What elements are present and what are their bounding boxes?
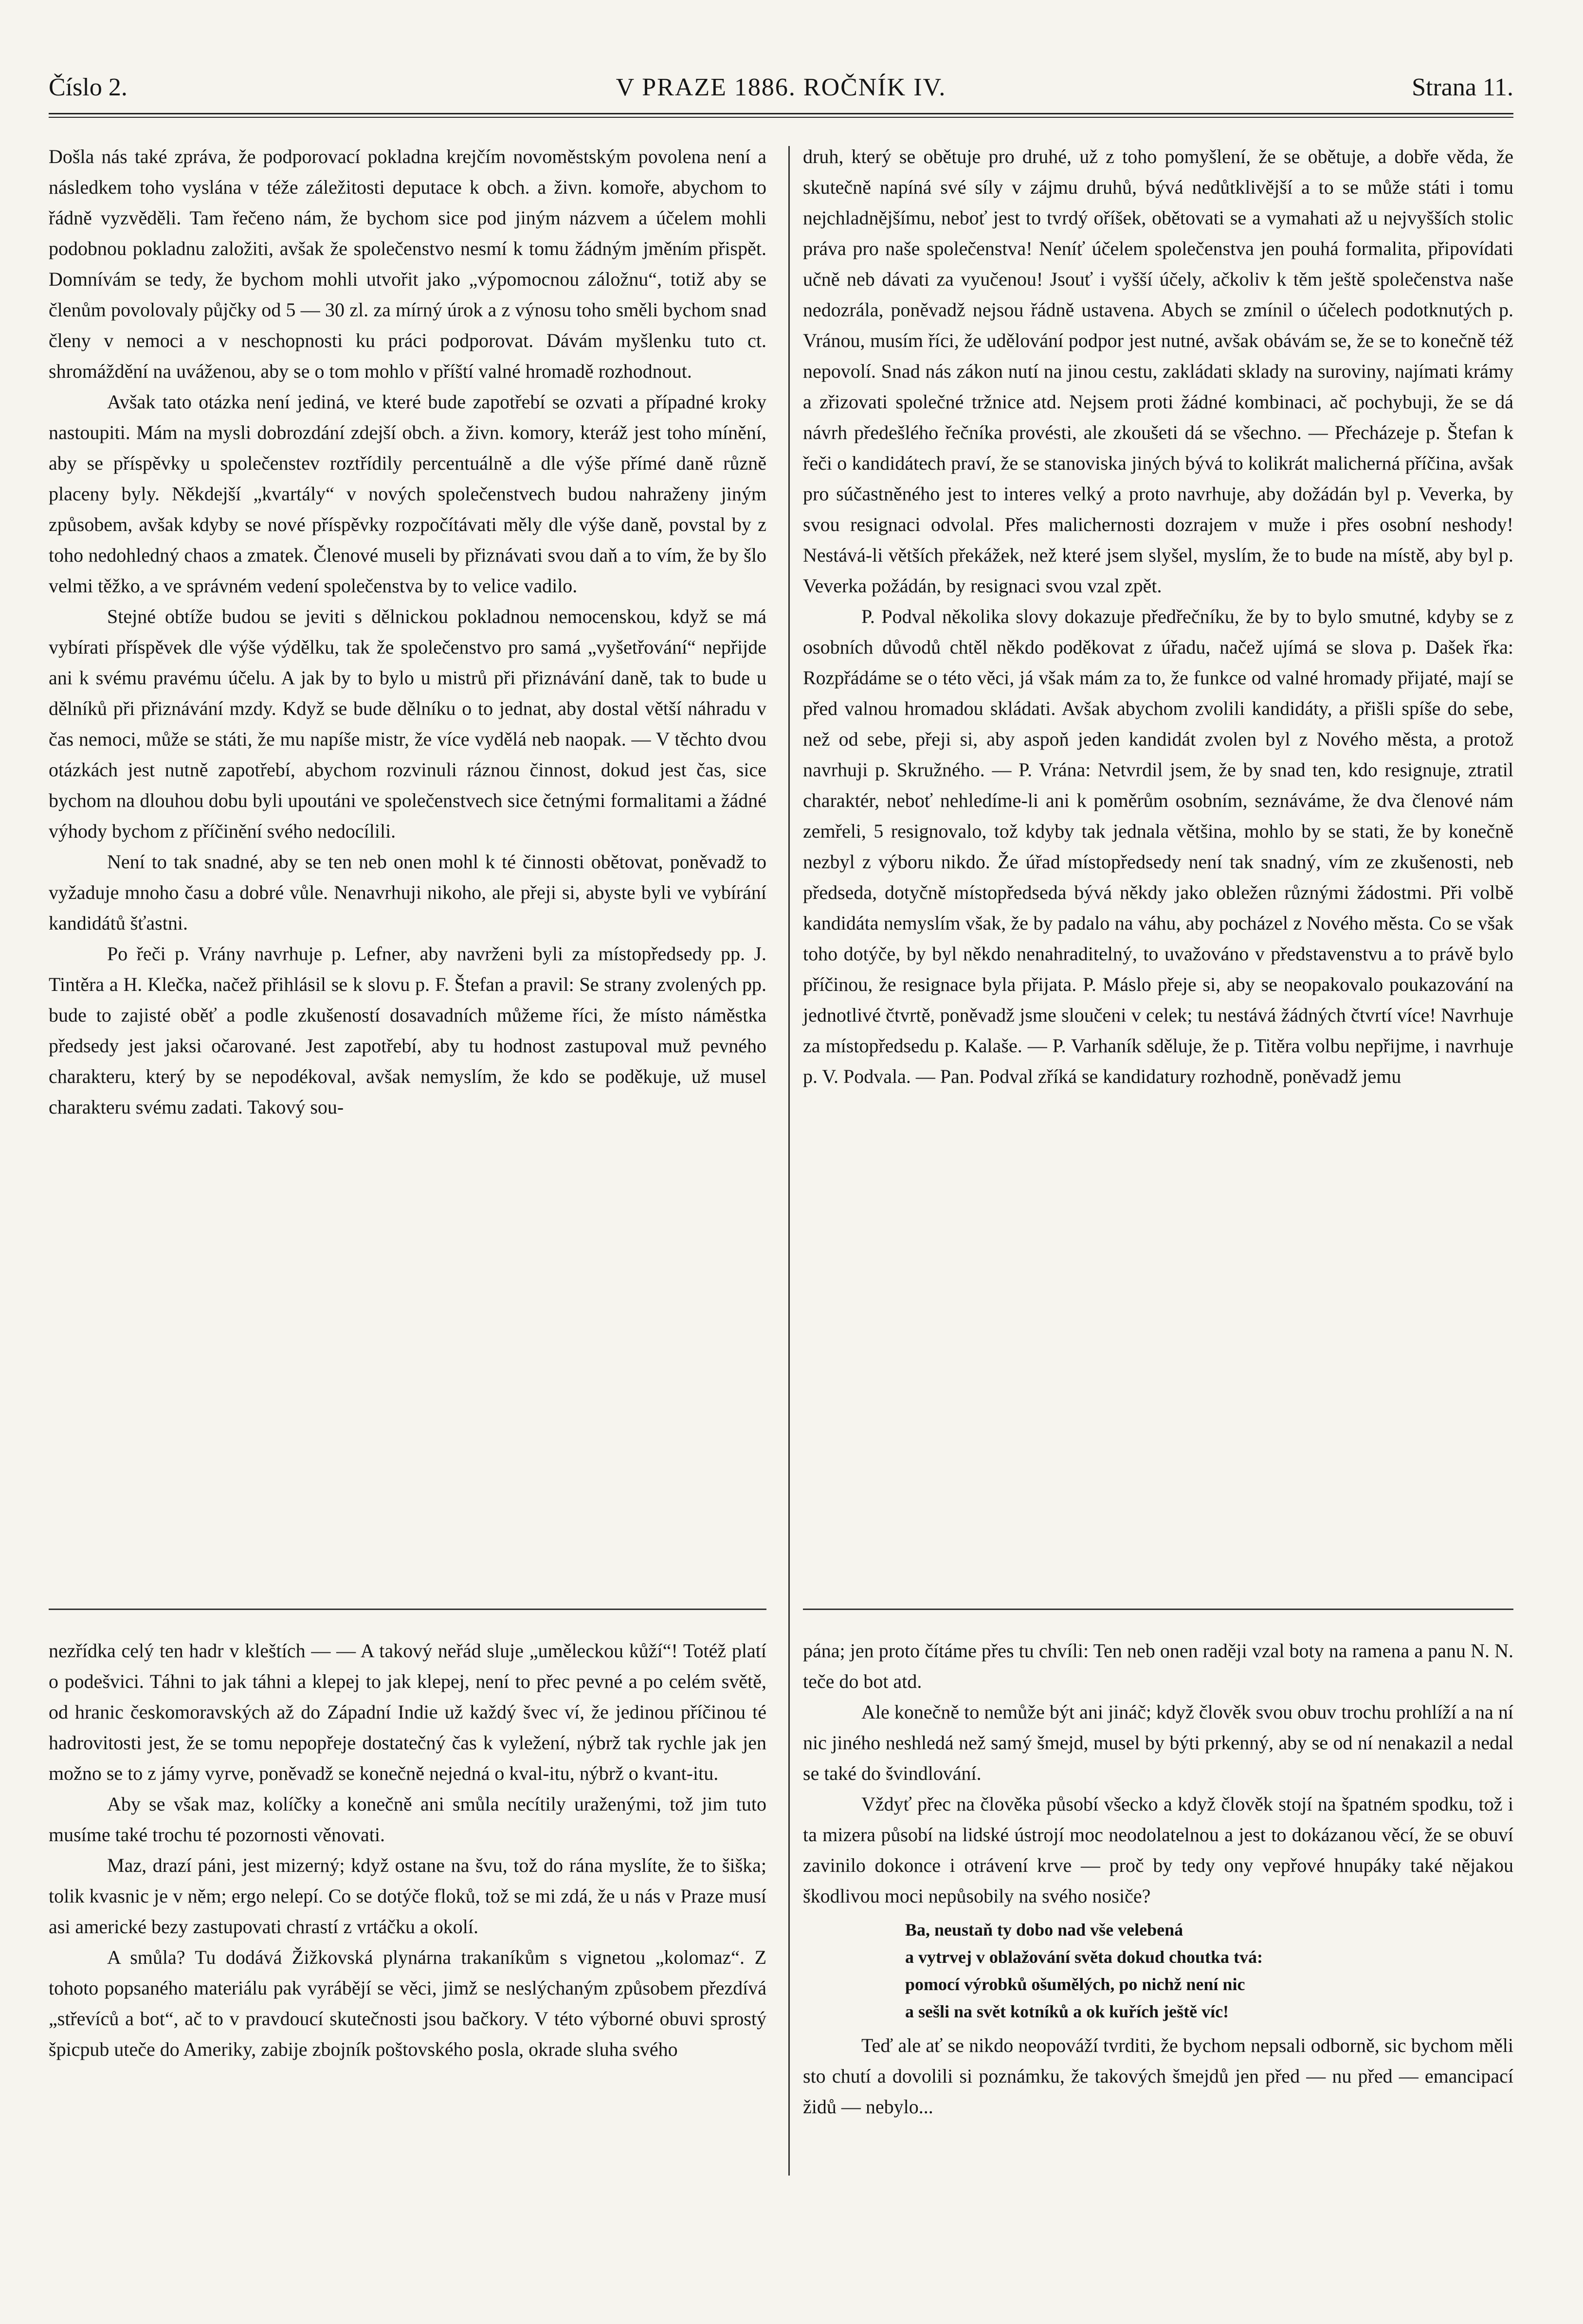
section-divider-right <box>803 1609 1513 1610</box>
paragraph: Aby se však maz, kolíčky a konečně ani smůla necítily uraženými, tož jim tuto musíme také trochu té pozornosti věnovati. <box>49 1793 766 1846</box>
paragraph: Není to tak snadné, aby se ten neb onen mohl k té činnosti obětovat, poněvadž to vyžaduje mnoho času a dobré vůle. Nenavrhuji nikoho, ale přeji si, abyste byli ve vybírání kandidátů šťastni. <box>49 851 766 934</box>
paragraph: pána; jen proto čítáme přes tu chvíli: Ten neb onen raději vzal boty na ramena a panu N. N. teče do bot atd. <box>803 1640 1513 1692</box>
left-column-feuilleton <box>49 1635 766 2065</box>
verse-line: a vytrvej v oblažování světa dokud choutka tvá: <box>905 1947 1263 1967</box>
verse-line: Ba, neustaň ty dobo nad vše velebená <box>905 1920 1183 1940</box>
page-header <box>49 73 1513 107</box>
paragraph: Po řeči p. Vrány navrhuje p. Lefner, aby navrženi byli za místopředsedy pp. J. Tintěra a H. Klečka, načež přihlásil se k slovu p. F. Štefan a pravil: Se strany zvolených pp. bude to zajisté oběť a podle zkušeností dosavadních můžeme říci, že místo náměstka předsedy jest jaksi očarované. Jest zapotřebí, aby tu hodnost zastupoval muž pevného charakteru, který by se nepodékoval, avšak nemyslím, že kdo se poděkuje, už musel charakteru svému zadati. Takový sou- <box>49 943 766 1118</box>
paragraph: druh, který se obětuje pro druhé, už z toho pomyšlení, že se obětuje, a dobře věda, že skutečně napíná své síly v zájmu druhů, bývá nedůtklivější a to se může státi i tomu nejchladnějšímu, neboť jest to tvrdý oříšek, obětovati se a vymahati až u nejvyšších stolic práva pro naše společenstva! Neníť účelem společenstva jen pouhá formalita, připovídati učně neb dávati za vyučenou! Jsouť i vyšší účely, ačkoliv k těm ještě společenstva naše nedozrála, poněvadž nejsou řádně ustavena. Abych se zmínil o účelech podotknutých p. Vránou, musím říci, že udělování podpor jest nutné, avšak obávám se, že se to konečně též nepovolí. Snad nás zákon nutí na jinou cestu, zakládati sklady na suroviny, najímati krámy a zřizovati společné tržnice atd. Nejsem proti žádné kombinaci, ač pochybuji, že se dá návrh předešlého řečníka provésti, ale zkoušeti dá se všechno. — Přecházeje p. Štefan k řeči o kandidátech praví, že se stanoviska jiných bývá to kolikrát malicherná příčina, avšak pro súčastněného jest to interes velký a proto navrhuje, aby dožádán byl p. Veverka, by svou resignaci odvolal. Přes malichernosti dozrajem v muže i přes osobní neshody! Nestává-li větších překážek, než které jsem slyšel, myslím, že to bude na místě, aby byl p. Veverka požádán, by resignaci svou vzal zpět. <box>803 146 1513 597</box>
header-rule <box>49 113 1513 114</box>
column-divider <box>788 146 790 2176</box>
paragraph: Ale konečně to nemůže být ani jináč; když člověk svou obuv trochu prohlíží a na ní nic jiného neshledá než samý šmejd, musel by býti prkenný, aby se od ní nenakazil a nedal se také do švindlování. <box>803 1701 1513 1784</box>
paragraph: Stejné obtíže budou se jeviti s dělnickou pokladnou nemocenskou, když se má vybírati příspěvek dle výše výdělku, tak že společenstvo pro samá „vyšetřování“ nepřijde ani k svému pravému účelu. A jak by to bylo u mistrů při přiznávání daně, tak to bude u dělníků při přiznávání mzdy. Když se bude dělníku o to jednat, aby dostal větší náhradu v čas nemoci, může se státi, že mu napíše mistr, že více vydělá neb naopak. — V těchto dvou otázkách jest nutně zapotřebí, abychom rozvinuli ráznou činnost, dokud jest čas, sice bychom na dlouhou dobu byli upoutáni ve společenstvech sice četnými formalitami a žádné výhody bychom z příčinění svého nedocílili. <box>49 605 766 842</box>
paragraph: Vždyť přec na člověka působí všecko a když člověk stojí na špatném spodku, tož i ta mizera působí na lidské ústrojí moc neodolatelnou a jest to dokázanou věcí, že se obuví zavinilo dokonce i otrávení krve — proč by tedy ony vepřové hnupáky také nějakou škodlivou moci nepůsobily na svého nosiče? <box>803 1793 1513 1907</box>
right-column-article <box>803 141 1513 1092</box>
paragraph: Došla nás také zpráva, že podporovací pokladna krejčím novoměstským povolena není a následkem toho vyslána v téže záležitosti deputace k obch. a živn. komoře, abychom to řádně vyzvěděli. Tam řečeno nám, že bychom sice pod jiným názvem a účelem mohli podobnou pokladnu založiti, avšak že společenstvo nesmí k tomu žádným jměním přispět. Domnívám se tedy, že bychom mohli utvořit jako „výpomocnou záložnu“, totiž aby se členům povolovaly půjčky od 5 — 30 zl. za mírný úrok a z výnosu toho směli bychom snad členy v nemoci a v neschopnosti ku práci podporovat. Dávám myšlenku tuto ct. shromáždění na uváženou, aby se o tom mohlo v příští valné hromadě rozhodnout. <box>49 146 766 382</box>
section-divider-left <box>49 1609 766 1610</box>
verse-line: a sešli na svět kotníků a ok kuřích ještě víc! <box>905 2002 1229 2021</box>
page-number: Strana 11. <box>1412 73 1513 101</box>
left-column-article <box>49 141 766 1122</box>
header-rule-thin <box>49 117 1513 118</box>
verse-block <box>905 1916 1513 2025</box>
paragraph: A smůla? Tu dodává Žižkovská plynárna trakaníkům s vignetou „kolomaz“. Z tohoto popsaného materiálu pak vyrábějí se věci, jimž se neslýchaným způsobem přezdívá „střevíců a bot“, ač to v pravdoucí skutečnosti jsou bačkory. V této výborné obuvi sprostý špicpub uteče do Ameriky, zabije zbojník poštovského posla, okrade sluha svého <box>49 1946 766 2060</box>
paragraph: Teď ale ať se nikdo neopováží tvrditi, že bychom nepsali odborně, sic bychom měli sto chutí a dovolili si poznámku, že takových šmejdů jen před — nu před — emancipací židů — nebylo... <box>803 2034 1513 2118</box>
paragraph: Maz, drazí páni, jest mizerný; když ostane na švu, tož do rána myslíte, že to šiška; tolik kvasnic je v něm; ergo nelepí. Co se dotýče floků, tož se mi zdá, že u nás v Praze musí asi americké bezy zastupovati chrastí z vrtáčku a okolí. <box>49 1854 766 1938</box>
masthead-title: V PRAZE 1886. ROČNÍK IV. <box>616 73 946 101</box>
verse-line: pomocí výrobků ošumělých, po nichž není nic <box>905 1975 1245 1994</box>
right-column-feuilleton <box>803 1635 1513 2122</box>
paragraph: Avšak tato otázka není jediná, ve které bude zapotřebí se ozvati a případné kroky nastoupiti. Mám na mysli dobrozdání zdejší obch. a živn. komory, kteráž jest toho mínění, aby se příspěvky u společenstev roztřídily percentuálně a dle výše přímé daně různě placeny byly. Někdejší „kvartály“ v nových společenstvech budou nahraženy jiným způsobem, avšak kdyby se nové příspěvky rozpočítávati měly dle výše daně, povstal by z toho nedohledný chaos a zmatek. Členové museli by přiznávati svou daň a to vím, že by šlo velmi těžko, a ve správném vedení společenstva by to velice vadilo. <box>49 391 766 597</box>
paragraph: nezřídka celý ten hadr v kleštích — — A takový neřád sluje „uměleckou kůží“! Totéž platí o podešvici. Táhni to jak táhni a klepej to jak klepej, není to přec pevné a po celém světě, od hranic českomoravských až do Západní Indie už každý švec ví, že jedinou příčinou té hadrovitosti jest, že se tomu nepopřeje dostatečný čas k vyležení, nýbrž tak rychle jak jen možno se to z jámy vyrve, poněvadž se konečně nejedná o kval-itu, nýbrž o kvant-itu. <box>49 1640 766 1784</box>
issue-number: Číslo 2. <box>49 73 127 101</box>
paragraph: P. Podval několika slovy dokazuje předřečníku, že by to bylo smutné, kdyby se z osobních důvodů chtěl někdo poděkovat z úřadu, načež ujímá se slova p. Dašek řka: Rozpřádáme se o této věci, já však mám za to, že funkce od valné hromady přijaté, mají se před valnou hromadou skládati. Avšak abychom zvolili kandidáty, a přišli spíše do sebe, než od sebe, přeji si, aby aspoň jeden kandidát zvolen byl z Nového města, a protož navrhuji p. Skružného. — P. Vrána: Netvrdil jsem, že by snad ten, kdo resignuje, ztratil charaktér, neboť nehledíme-li ani k poměrům osobním, seznáváme, že dva členové nám zemřeli, 5 resignovalo, tož kdyby tak jednala většina, mohlo by se stati, že by konečně nezbyl z výboru nikdo. Že úřad místopředsedy není tak snadný, vím ze zkušenosti, neb předseda, dotyčně místopředseda bývá někdy jako obležen různými žádostmi. Při volbě kandidáta nemyslím však, že by padalo na váhu, aby pocházel z Nového města. Co se však toho dotýče, by byl někdo nenahraditelný, to uvažováno v představenstvu a to právě bylo příčinou, že resignace byla přijata. P. Máslo přeje si, aby se neopakovalo poukazování na jednotlivé čtvrtě, poněvadž jsme sloučeni v celek; tu nestává žádných čtvrtí více! Navrhuje za místopředsedu p. Kalaše. — P. Varhaník sděluje, že p. Titěra volbu nepřijme, i navrhuje p. V. Podvala. — Pan. Podval zříká se kandidatury rozhodně, poněvadž jemu <box>803 605 1513 1087</box>
